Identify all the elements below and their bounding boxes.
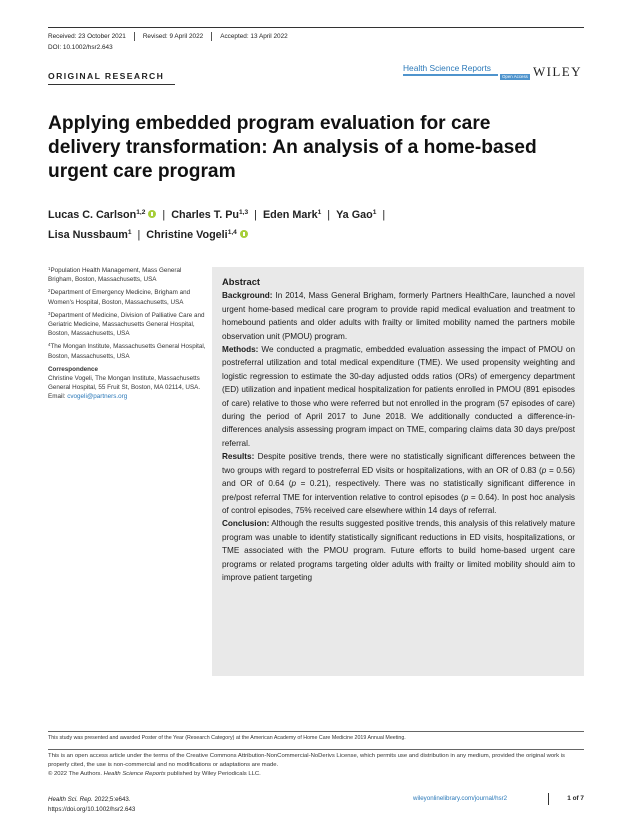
abstract-box (212, 267, 584, 676)
author-name[interactable]: Eden Mark (262, 209, 318, 221)
abstract-heading: Abstract (222, 276, 261, 287)
abstract-methods: Methods: We conducted a pragmatic, embedded evaluation assessing the impact of PMOU on postreferral utilization and total medical expenditure (TME). We used propensity weighting and logistic regression to estimate the 30-day adjusted odds ratios (ORs) of emergency department (ED) utilization and inpatient medical hospitalization for patients enrolled in PMOU (891 episodes of care) relative to those who were referred but not enrolled in the program (57 episodes of care) during the period of April 2017 to June 2018. We additionally conducted a difference-in-differences analysis assessing program impact on TME, comparing claims data 30 days pre/post referral. (222, 345, 576, 448)
author-affiliation-ref: 1,4 (227, 229, 237, 236)
article-doi[interactable]: DOI: 10.1002/hsr2.643 (48, 44, 113, 51)
page-number: 1 of 7 (548, 793, 584, 805)
open-access-badge: Open Access (502, 74, 528, 79)
journal-brand (400, 62, 584, 82)
author-affiliation-ref: 1 (317, 209, 322, 216)
author-separator: | (137, 229, 141, 241)
author-name[interactable]: Lisa Nussbaum (48, 229, 128, 241)
license-notice (48, 749, 584, 778)
journal-site-link[interactable]: wileyonlinelibrary.com/journal/hsr2 (413, 795, 508, 802)
affiliation-item: $^1$Population Health Management, Mass General Brigham, Boston, Massachusetts, USA (48, 266, 182, 284)
doi-link[interactable]: https://doi.org/10.1002/hsr2.643 (48, 806, 136, 813)
accepted-date: Accepted: 13 April 2022 (220, 32, 288, 40)
orcid-icon[interactable] (240, 230, 248, 238)
correspondence-email-link[interactable]: cvogeli@partners.org (67, 393, 128, 401)
abstract-results: Results: Despite positive trends, there were no statistically significant differences between the two groups with regard to postreferral ED visits or hospitalizations, with an OR of 0.83 (p = 0.56) and OR of 0.64 (p = 0.21), respectively. There was no statistically significant difference in pre/post referral TME for intervention relative to control episodes (p = 0.64). In post hoc analysis of control episodes, 75% received care elsewhere within 14 days of referral. (222, 452, 576, 515)
citation-footer (48, 795, 135, 815)
author-separator: | (382, 209, 386, 221)
correspondence-heading: Correspondence (48, 365, 99, 373)
author-list (48, 205, 584, 245)
affiliations-sidebar (48, 266, 206, 402)
publisher-logo[interactable]: WILEY (533, 64, 582, 79)
article-title: Applying embedded program evaluation for care delivery transformation: An analysis of a home-based urgent care program (48, 113, 537, 182)
author-name[interactable]: Christine Vogeli (146, 229, 228, 241)
orcid-icon[interactable] (148, 210, 156, 218)
presentation-footnote: This study was presented and awarded Poster of the Year (Research Category) at the American Academy of Home Care Medicine 2019 Annual Meeting. (48, 731, 584, 741)
abstract-conclusion: Conclusion: Although the results suggested positive trends, this analysis of this relatively mature program was unable to identify statistically significant reductions in ED visits, hospitalizations, or TME associated with the PMOU program. Future efforts to build home-based urgent care programs or related programs targeting older adults with frailty or limited mobility should aim to improve patient targeting (222, 519, 575, 582)
article-section-label: ORIGINAL RESEARCH (48, 71, 165, 81)
abstract-background: Background: In 2014, Mass General Brigham, formerly Partners HealthCare, launched a novel urgent home-based medical care program to provide rapid medical evaluation and treatment to homebound patients and older adults with frailty or limited mobility named the partners mobile observation unit (PMOU) program. (222, 291, 576, 341)
author-affiliation-ref: 1 (127, 229, 132, 236)
author-separator: | (327, 209, 331, 221)
author-separator: | (254, 209, 257, 221)
author-name[interactable]: Charles T. Pu (171, 209, 239, 221)
affiliation-item: $^2$Department of Emergency Medicine, Brigham and Women's Hospital, Boston, Massachusetts, USA (48, 288, 191, 306)
affiliation-item: $^3$Department of Medicine, Division of Palliative Care and Geriatric Medicine, Massachusetts General Hospital, Boston, Massachusetts, USA (48, 310, 205, 338)
author-affiliation-ref: 1,3 (239, 209, 249, 216)
author-name[interactable]: Lucas C. Carlson (48, 209, 137, 221)
received-date: Received: 23 October 2021 (48, 32, 135, 41)
journal-name[interactable]: Health Science Reports (403, 63, 491, 73)
article-dates (48, 27, 584, 41)
author-separator: | (162, 209, 166, 221)
correspondence-address: Christine Vogeli, The Mongan Institute, Massachusetts General Hospital, 55 Fruit St, Boston, MA 02114, USA. (48, 375, 201, 392)
journal-underline (403, 74, 498, 76)
section-divider (48, 84, 175, 85)
author-name[interactable]: Ya Gao (336, 209, 373, 221)
correspondence-email-line: Email: cvogeli@partners.org (48, 393, 128, 401)
copyright-line: © 2022 The Authors. Health Science Reports published by Wiley Periodicals LLC. (48, 770, 261, 777)
author-affiliation-ref: 1 (372, 209, 377, 216)
author-affiliation-ref: 1,2 (136, 209, 146, 216)
citation-line: Health Sci. Rep. 2022;5:e643. (48, 796, 131, 803)
revised-date: Revised: 9 April 2022 (143, 32, 212, 41)
affiliation-item: $^4$The Mongan Institute, Massachusetts General Hospital, Boston, Massachusetts, USA (48, 342, 206, 360)
license-text: This is an open access article under the terms of the Creative Commons Attribution-NonCommercial-NoDerivs License, which permits use and distribution in any medium, provided the original work is properly cited, the use is non-commercial and no modifications or adaptations are made. (48, 753, 565, 768)
